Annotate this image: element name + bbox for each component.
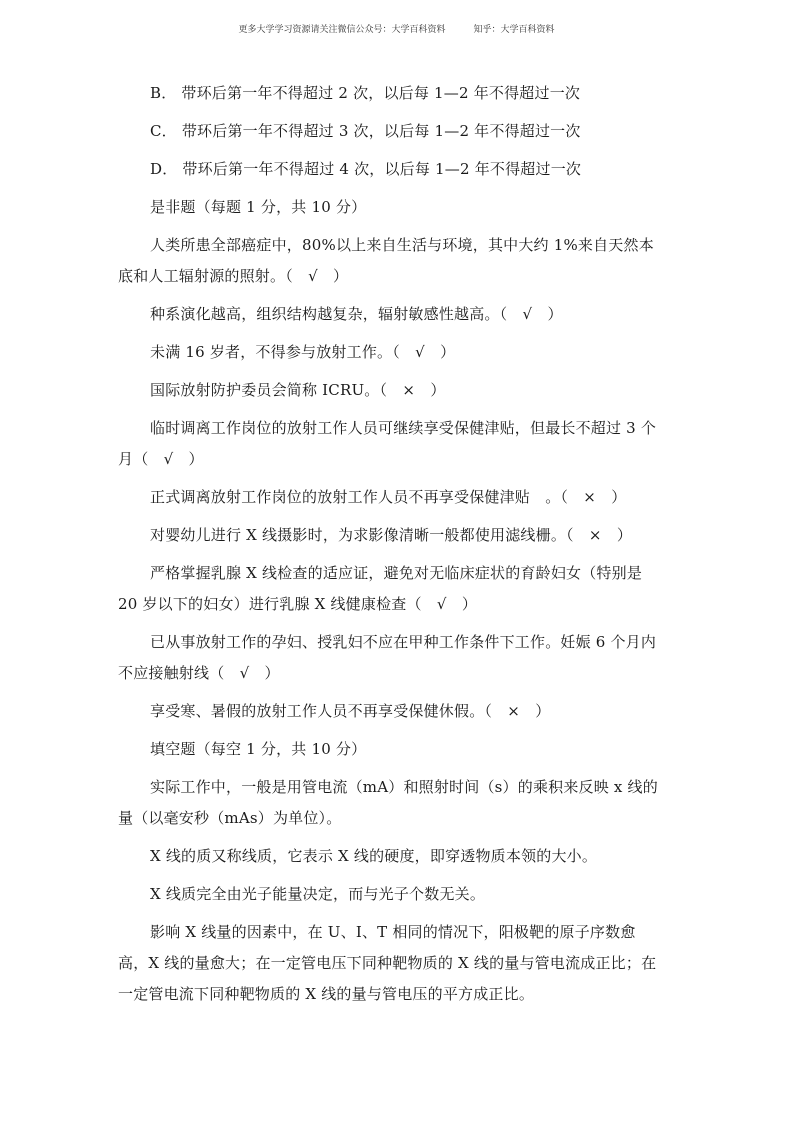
true-false-item-2: 种系演化越高，组织结构越复杂，辐射敏感性越高。（ √ ）: [150, 305, 563, 323]
header-wechat-note: 更多大学学习资源请关注微信公众号：大学百科资料: [238, 25, 446, 35]
true-false-item-10: 享受寒、暑假的放射工作人员不再享受保健休假。（ × ）: [150, 702, 551, 720]
true-false-item-8: 严格掌握乳腺 X 线检查的适应证，避免对无临床症状的育龄妇女（特别是 20 岁以下的妇女）进行乳腺 X 线健康检查（ √ ）: [118, 564, 643, 613]
true-false-item-6: 正式调离放射工作岗位的放射工作人员不再享受保健津贴 。（ × ）: [150, 488, 627, 506]
fill-blank-item-3: X 线质完全由光子能量决定，而与光子个数无关。: [150, 885, 486, 903]
fill-blank-item-2: X 线的质又称线质，它表示 X 线的硬度，即穿透物质本领的大小。: [150, 847, 598, 865]
page-header: [0, 22, 793, 35]
document-body: [118, 78, 663, 1017]
fill-blank-item-4: 影响 X 线量的因素中，在 U、I、T 相同的情况下，阳极靶的原子序数愈高，X 线的量愈大；在一定管电压下同种靶物质的 X 线的量与管电流成正比；在一定管电流下同种靶物质的 X 线的量与管电压的平方成正比。: [118, 923, 657, 1003]
true-false-item-7: 对婴幼儿进行 X 线摄影时，为求影像清晰一般都使用滤线栅。（ × ）: [150, 526, 633, 544]
true-false-item-3: 未满 16 岁者，不得参与放射工作。（ √ ）: [150, 343, 456, 361]
fill-blank-item-1: 实际工作中，一般是用管电流（mA）和照射时间（s）的乘积来反映 x 线的量（以毫安秒（mAs）为单位）。: [118, 778, 658, 827]
header-zhihu-note: 知乎：大学百科资料: [473, 25, 555, 35]
section-heading-fill-blank: 填空题（每空 1 分，共 10 分）: [150, 740, 367, 758]
true-false-item-1: 人类所患全部癌症中，80%以上来自生活与环境，其中大约 1%来自天然本底和人工辐射源的照射。（ √ ）: [118, 236, 654, 285]
true-false-item-4: 国际放射防护委员会简称 ICRU。（ × ）: [150, 381, 446, 399]
option-d: D． 带环后第一年不得超过 4 次，以后每 1—2 年不得超过一次: [150, 160, 582, 178]
true-false-item-9: 已从事放射工作的孕妇、授乳妇不应在甲种工作条件下工作。妊娠 6 个月内不应接触射线（ √ ）: [118, 633, 657, 682]
section-heading-true-false: 是非题（每题 1 分，共 10 分）: [150, 198, 367, 216]
option-b: B． 带环后第一年不得超过 2 次，以后每 1—2 年不得超过一次: [150, 84, 581, 102]
true-false-item-5: 临时调离工作岗位的放射工作人员可继续享受保健津贴，但最长不超过 3 个月（ √ ）: [118, 419, 657, 468]
option-c: C． 带环后第一年不得超过 3 次，以后每 1—2 年不得超过一次: [150, 122, 581, 140]
